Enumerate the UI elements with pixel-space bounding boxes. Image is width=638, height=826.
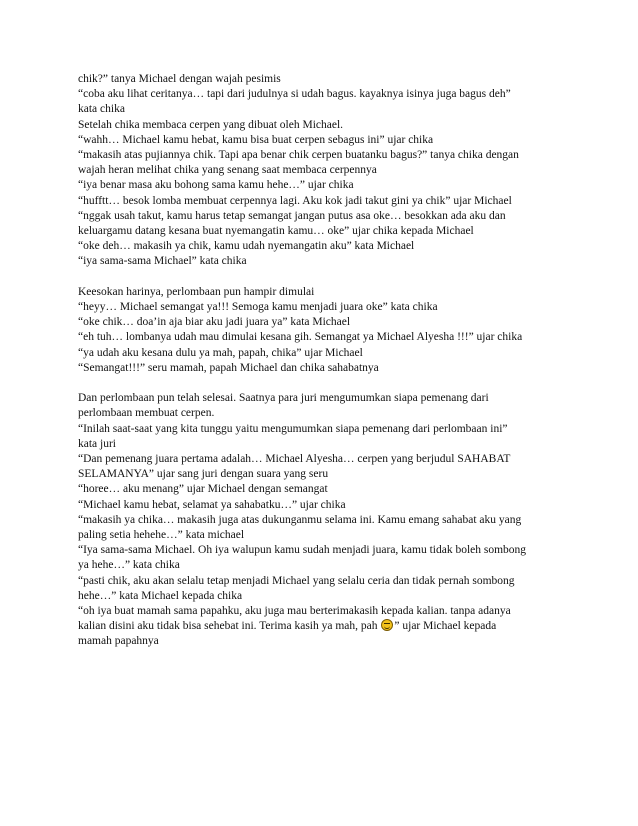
text-line: “Michael kamu hebat, selamat ya sahabatku…” ujar chika <box>78 498 346 511</box>
text-line: kata juri <box>78 437 116 450</box>
text-line: chik?” tanya Michael dengan wajah pesimis <box>78 73 281 85</box>
paragraph-2 <box>78 285 578 376</box>
text-line: perlombaan membuat cerpen. <box>78 407 215 420</box>
text-line: “eh tuh… lombanya udah mau dimulai kesana gih. Semangat ya Michael Alyesha !!!” ujar chika <box>78 331 523 344</box>
smiley-emoji-icon <box>381 619 393 631</box>
text-line: “Semangat!!!” seru mamah, papah Michael dan chika sahabatnya <box>78 361 379 374</box>
text-line: “Iya sama-sama Michael. Oh iya walupun kamu sudah menjadi juara, kamu tidak boleh sombong <box>78 544 527 557</box>
text-fragment: ” ujar Michael kepada <box>394 620 497 633</box>
text-line: ya hehe…” kata chika <box>78 559 180 572</box>
text-line: mamah papahnya <box>78 635 159 648</box>
text-line: SELAMANYA” ujar sang juri dengan suara yang seru <box>78 468 329 481</box>
text-line: “oke deh… makasih ya chik, kamu udah nyemangatin aku” kata Michael <box>78 240 415 253</box>
text-line: hehe…” kata Michael kepada chika <box>78 589 243 602</box>
text-line: Setelah chika membaca cerpen yang dibuat oleh Michael. <box>78 118 344 131</box>
text-line: “Dan pemenang juara pertama adalah… Michael Alyesha… cerpen yang berjudul SAHABAT <box>78 453 511 466</box>
text-line-with-emoji <box>78 619 578 634</box>
text-line: “makasih ya chika… makasih juga atas dukunganmu selama ini. Kamu emang sahabat aku yang <box>78 513 522 526</box>
text-line: “pasti chik, aku akan selalu tetap menjadi Michael yang selalu ceria dan tidak pernah sombong <box>78 574 515 587</box>
text-line: “makasih atas pujiannya chik. Tapi apa benar chik cerpen buatanku bagus?” tanya chika dengan <box>78 149 519 162</box>
paragraph-1 <box>78 72 578 270</box>
paragraph-3 <box>78 391 578 649</box>
text-line: “heyy… Michael semangat ya!!! Semoga kamu menjadi juara oke” kata chika <box>78 301 438 314</box>
text-fragment: kalian disini aku tidak bisa sehebat ini. Terima kasih ya mah, pah <box>78 620 381 633</box>
text-line: keluargamu datang kesana buat nyemangatin kamu… oke” ujar chika kepada Michael <box>78 225 474 238</box>
text-line: “coba aku lihat ceritanya… tapi dari judulnya si udah bagus. kayaknya isinya juga bagus deh” <box>78 88 511 101</box>
text-line: “iya benar masa aku bohong sama kamu hehe…” ujar chika <box>78 179 354 192</box>
text-line: “Inilah saat-saat yang kita tunggu yaitu mengumumkan siapa pemenang dari perlombaan ini” <box>78 422 508 435</box>
text-line: “iya sama-sama Michael” kata chika <box>78 255 247 268</box>
text-line: Dan perlombaan pun telah selesai. Saatnya para juri mengumumkan siapa pemenang dari <box>78 392 489 405</box>
text-line: “wahh… Michael kamu hebat, kamu bisa buat cerpen sebagus ini” ujar chika <box>78 133 434 146</box>
text-line: “nggak usah takut, kamu harus tetap semangat jangan putus asa oke… besokkan ada aku dan <box>78 209 506 222</box>
text-line: “oh iya buat mamah sama papahku, aku juga mau berterimakasih kepada kalian. tanpa adanya <box>78 605 511 618</box>
text-line: “horee… aku menang” ujar Michael dengan semangat <box>78 483 328 496</box>
text-line: “ya udah aku kesana dulu ya mah, papah, chika” ujar Michael <box>78 346 363 359</box>
text-line: “oke chik… doa’in aja biar aku jadi juara ya” kata Michael <box>78 316 351 329</box>
document-page <box>78 72 578 665</box>
text-line: kata chika <box>78 103 125 116</box>
text-line: Keesokan harinya, perlombaan pun hampir dimulai <box>78 285 315 298</box>
text-line: wajah heran melihat chika yang senang saat membaca cerpennya <box>78 164 377 177</box>
text-line: “hufftt… besok lomba membuat cerpennya lagi. Aku kok jadi takut gini ya chik” ujar Michael <box>78 194 512 207</box>
text-line: paling setia hehehe…” kata michael <box>78 529 245 542</box>
